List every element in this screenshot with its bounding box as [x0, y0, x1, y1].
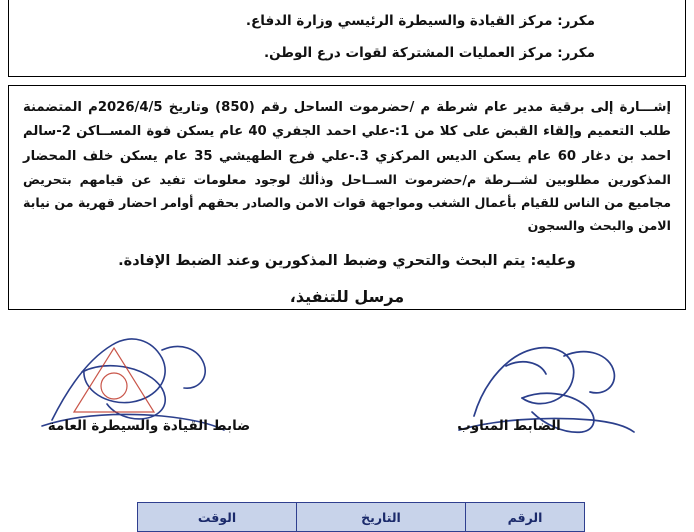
signature-left-title: ضابط القيادة والسيطرة العامة	[47, 418, 251, 434]
signature-right-title: الضابط المناوب	[457, 418, 561, 434]
table-header-number: الرقم	[466, 503, 585, 532]
addressee-line-1: مكرر: مركز القيادة والسيطرة الرئيسي وزارة الدفاع.	[245, 13, 595, 29]
table-header-row	[138, 503, 585, 532]
signature-right	[414, 320, 664, 440]
forwarded-line: مرسل للتنفيذ،	[289, 287, 405, 307]
signature-left	[12, 320, 262, 440]
table-header-time: الوقت	[138, 503, 297, 532]
body-box	[8, 85, 686, 310]
addressee-line-2: مكرر: مركز العمليات المشتركة لقوات درع الوطن.	[264, 45, 595, 61]
table-header-date: التاريخ	[297, 503, 466, 532]
instruction-line: وعليه: يتم البحث والتحري وضبط المذكورين وعند الضبط الإفادة.	[118, 253, 576, 270]
signature-area	[0, 320, 694, 480]
body-paragraph-tail: المذكورين مطلوبين لشــرطة م/حضرموت الســاحل وذألك لوجود معلومات تفيد عن قيامهم بتحريض مجاميع من الناس للقيام بأعمال الشغب ومواجهة قوات الامن والصادر بحقهم أوامر احضار قهرية من نيابة الامن والبحث والسجون	[23, 172, 671, 233]
addressee-box	[8, 0, 686, 77]
footer-table	[137, 502, 585, 532]
body-paragraph: إشـــارة إلى برقية مدير عام شرطة م /حضرموت الساحل رقم (850) وتاريخ 2026/4/5م المتضمنة طلب التعميم وإلقاء القبض على كلا من 1:-علي احمد الجفري 40 عام يسكن فوة المســاكن 2-سالم احمد بن دغار 60 عام يسكن الديس المركزي 3.-علي فرج الطهيشي 35 عام يسكن خلف المحضار	[23, 100, 672, 164]
